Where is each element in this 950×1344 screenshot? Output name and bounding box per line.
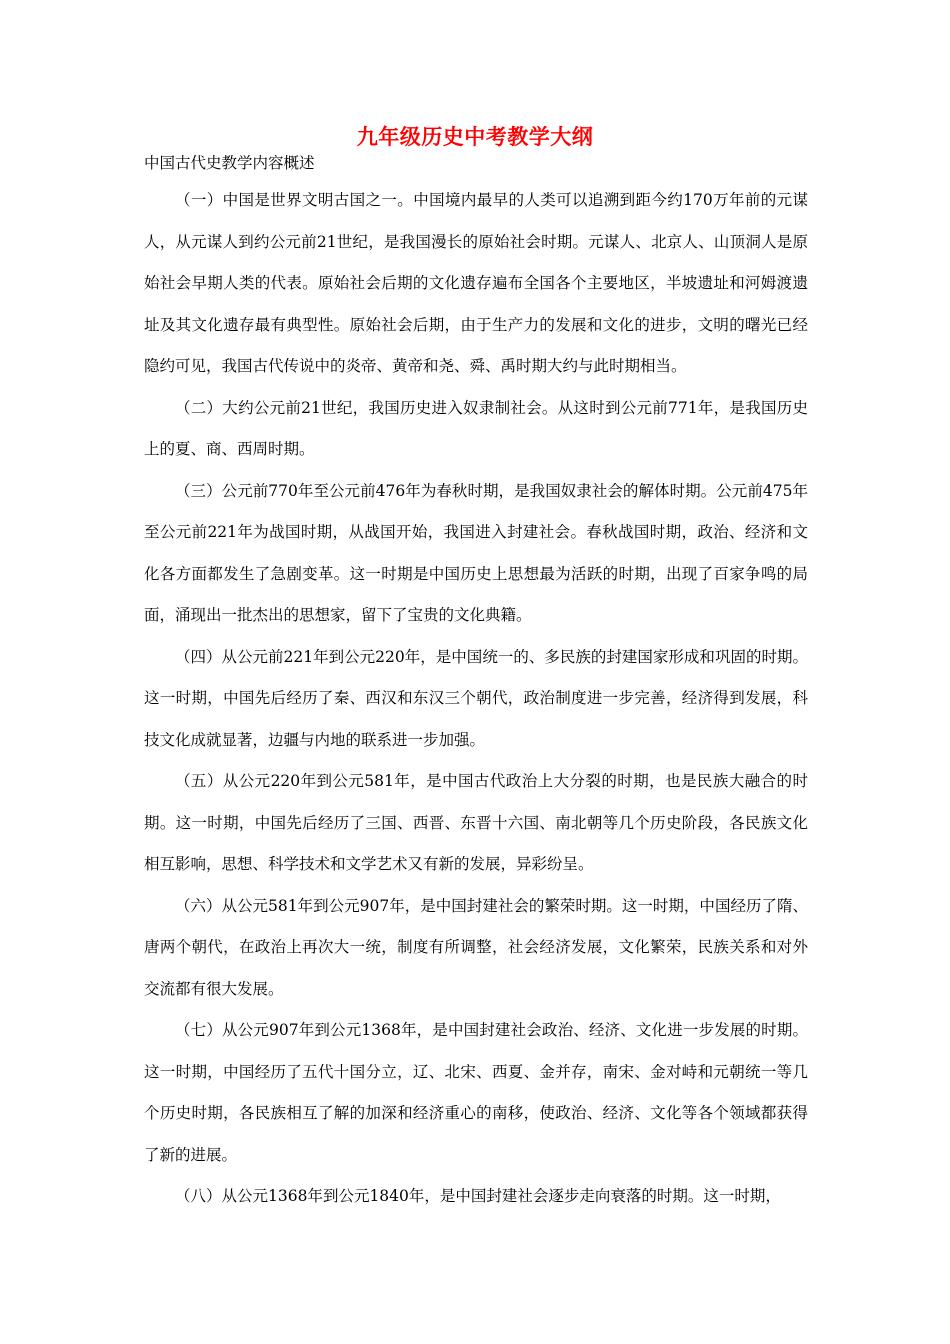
paragraph-3: （三）公元前770年至公元前476年为春秋时期，是我国奴隶社会的解体时期。公元前475年至公元前221年为战国时期，从战国开始，我国进入封建社会。春秋战国时期，政治、经济和文化各方面都发生了急剧变革。这一时期是中国历史上思想最为活跃的时期，出现了百家争鸣的局面，涌现出一批杰出的思想家，留下了宝贵的文化典籍。 [144,481,808,624]
paragraph-8: （八）从公元1368年到公元1840年，是中国封建社会逐步走向衰落的时期。这一时期， [175,1187,781,1205]
document-title: 九年级历史中考教学大纲 [356,124,594,149]
paragraph-6: （六）从公元581年到公元907年，是中国封建社会的繁荣时期。这一时期，中国经历了隋、唐两个朝代，在政治上再次大一统，制度有所调整，社会经济发展，文化繁荣，民族关系和对外交流都有很大发展。 [144,896,808,998]
document-body [144,180,808,1218]
paragraph-4: （四）从公元前221年到公元220年，是中国统一的、多民族的封建国家形成和巩固的时期。这一时期，中国先后经历了秦、西汉和东汉三个朝代，政治制度进一步完善，经济得到发展，科技文化成就显著，边疆与内地的联系进一步加强。 [144,647,808,749]
paragraph-1: （一）中国是世界文明古国之一。中国境内最早的人类可以追溯到距今约170万年前的元谋人，从元谋人到约公元前21世纪，是我国漫长的原始社会时期。元谋人、北京人、山顶洞人是原始社会早期人类的代表。原始社会后期的文化遗存遍布全国各个主要地区，半坡遗址和河姆渡遗址及其文化遗存最有典型性。原始社会后期，由于生产力的发展和文化的进步，文明的曙光已经隐约可见，我国古代传说中的炎帝、黄帝和尧、舜、禹时期大约与此时期相当。 [144,191,808,375]
section-heading: 中国古代史教学内容概述 [144,154,315,172]
paragraph-5: （五）从公元220年到公元581年，是中国古代政治上大分裂的时期，也是民族大融合的时期。这一时期，中国先后经历了三国、西晋、东晋十六国、南北朝等几个历史阶段，各民族文化相互影响，思想、科学技术和文学艺术又有新的发展，异彩纷呈。 [144,772,808,873]
paragraph-7: （七）从公元907年到公元1368年，是中国封建社会政治、经济、文化进一步发展的时期。这一时期，中国经历了五代十国分立，辽、北宋、西夏、金并存，南宋、金对峙和元朝统一等几个历史时期，各民族相互了解的加深和经济重心的南移，使政治、经济、文化等各个领域都获得了新的进展。 [144,1021,808,1164]
paragraph-2: （二）大约公元前21世纪，我国历史进入奴隶制社会。从这时到公元前771年，是我国历史上的夏、商、西周时期。 [144,398,808,458]
